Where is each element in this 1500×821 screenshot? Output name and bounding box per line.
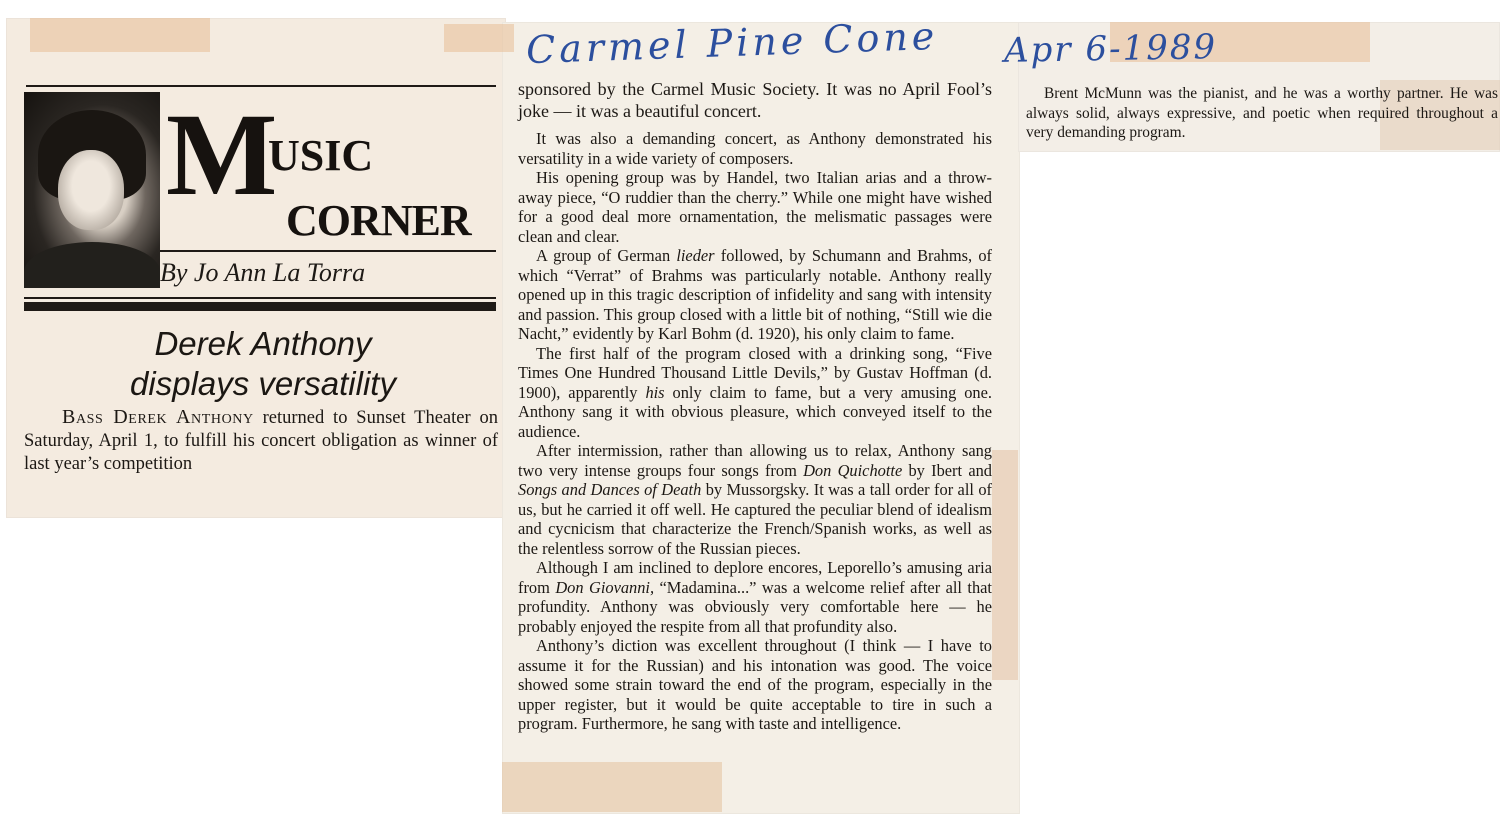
paragraph: sponsored by the Carmel Music Society. It was no April Fool’s joke — it was a beautiful concert. xyxy=(518,79,992,121)
columnist-photo xyxy=(24,92,160,288)
italic-text: his xyxy=(645,382,665,402)
photo-face xyxy=(58,150,124,230)
headline-line-2: displays versatility xyxy=(130,365,396,402)
handwritten-source: Carmel Pine Cone xyxy=(525,13,939,73)
headline-line-1: Derek Anthony xyxy=(154,325,372,362)
italic-text: Songs and Dances of Death xyxy=(518,480,702,499)
article-headline xyxy=(28,324,498,404)
italic-text: Don Giovanni, xyxy=(555,577,655,597)
article-column-middle xyxy=(518,78,992,734)
paragraph: It was also a demanding concert, as Anthony demonstrated his versatility in a wide variety of composers. xyxy=(518,129,992,168)
text: by Mussorgsky. It was a tall order for all of us, but he carried it off well. He captured the peculiar blend of idealism and cycnicism that characterize the French/Spanish works, as well as the relentless sorrow of the Russian pieces. xyxy=(518,480,992,558)
paragraph xyxy=(518,246,992,344)
header-rule-top xyxy=(26,85,496,87)
masthead-initial: M xyxy=(166,89,276,220)
paragraph xyxy=(518,344,992,442)
tape-strip xyxy=(992,450,1018,680)
paragraph: His opening group was by Handel, two Italian arias and a throw-away piece, “O ruddier than the cherry.” While one might have wished for a good deal more ornamentation, the melismatic passages were clean and clear. xyxy=(518,168,992,246)
photo-shoulders xyxy=(24,242,160,288)
masthead-usic: USIC xyxy=(268,131,374,180)
header-rule-mid xyxy=(160,250,496,252)
paragraph: Anthony’s diction was excellent throughout (I think — I have to assume it for the Russian) and his intonation was good. The voice showed some strain toward the end of the program, especially in the upper register, but it would be quite acceptable to tire in such a program. Furthermore, he sang with taste and intelligence. xyxy=(518,636,992,733)
tape-strip xyxy=(30,18,210,52)
paragraph xyxy=(518,441,992,558)
article-column-right xyxy=(1026,84,1498,143)
text: After intermission, rather than allowing us to relax, Anthony sang two very intense groups four songs from xyxy=(518,441,992,480)
italic-text: lieder xyxy=(676,246,715,265)
text: followed, by Schumann and Brahms, of which “Verrat” of Brahms was particularly notable. Anthony really opened up in this tragic description of infidelity and sang with intensity and passion. This group closed with a little bit of nothing, “Still wie die Nacht,” evidently by Karl Bohm (d. 1920), his only claim to fame. xyxy=(518,246,992,343)
masthead-corner: CORNER xyxy=(286,196,471,245)
paragraph xyxy=(518,558,992,636)
text: by Ibert and xyxy=(902,460,992,480)
text: The first half of the program closed with a drinking song, “Five Times One Hundred Thousand Little Devils,” by Gustav Hoffman (d. 1900), apparently xyxy=(518,343,992,402)
byline: By Jo Ann La Torra xyxy=(160,258,366,287)
handwritten-date: Apr 6-1989 xyxy=(1003,27,1218,71)
header-rule-thick xyxy=(24,302,496,311)
text: only claim to fame, but a very amusing one. Anthony sang it with obvious pleasure, which conveyed itself to the audience. xyxy=(518,382,992,441)
text: “Madamina...” was a welcome relief after all that profundity. Anthony was obviously very comfortable here — he probably enjoyed the respite from all that profundity also. xyxy=(518,577,992,636)
lead-small-caps: Bass Derek Anthony xyxy=(62,406,254,428)
text: Although I am inclined to deplore encores, Leporello’s amusing aria from xyxy=(518,558,992,597)
text: A group of German xyxy=(536,246,677,265)
header-rule-thin xyxy=(24,297,496,299)
tape-strip xyxy=(502,762,722,812)
italic-text: Don Quichotte xyxy=(803,460,903,480)
tape-strip xyxy=(444,24,514,52)
lead-paragraph xyxy=(24,406,498,476)
lead-text: returned to Sunset Theater on Saturday, April 1, to fulfill his concert obligation as winner of last year’s competition xyxy=(24,408,498,474)
paragraph: Brent McMunn was the pianist, and he was a worthy partner. He was always solid, always expressive, and poetic when required throughout a very demanding program. xyxy=(1026,85,1498,141)
